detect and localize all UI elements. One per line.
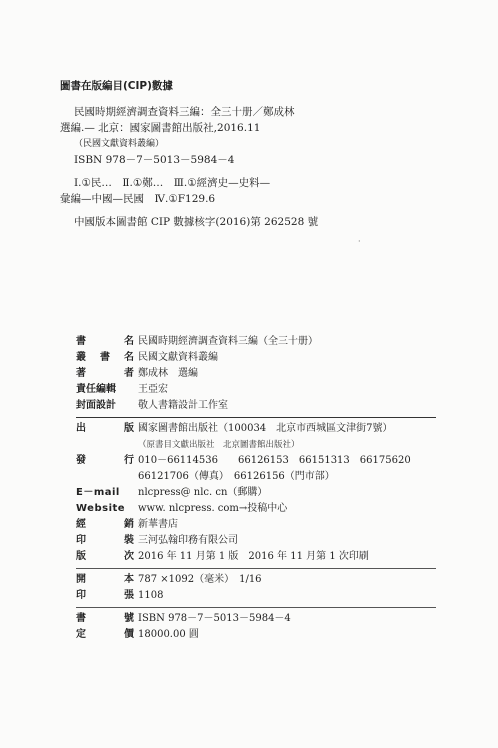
value-isbn: ISBN 978－7－5013－5984－4 (138, 613, 291, 624)
row-isbn (76, 611, 436, 627)
label-title-1: 書 (76, 336, 86, 347)
value-cover: 敬人書籍設計工作室 (138, 400, 228, 411)
label-dist-1: 經 (76, 519, 86, 530)
cip-heading: 圖書在版編目(CIP)數據 (60, 80, 173, 92)
speck-dot: · (358, 237, 361, 246)
label-issue-2: 行 (124, 455, 134, 466)
row-price (76, 627, 436, 643)
value-title: 民國時期經濟調查資料三編（全三十册） (138, 336, 318, 347)
label-print-2: 裝 (124, 535, 134, 546)
row-issue (76, 453, 436, 469)
value-sheets: 1108 (138, 590, 164, 601)
label-sheets-1: 印 (76, 590, 86, 601)
label-email: E－mail (76, 487, 120, 498)
cip-series-line: （民國文獻資料叢編） (74, 139, 165, 149)
row-printer (76, 533, 436, 549)
value-website: www. nlcpress. com→投稿中心 (138, 503, 288, 514)
label-sheets-2: 張 (124, 590, 134, 601)
label-publisher-2: 版 (124, 423, 134, 434)
value-publisher-former: （原書目文獻出版社 北京圖書館出版社） (138, 440, 300, 450)
label-series-3: 名 (124, 352, 134, 363)
label-edition-1: 版 (76, 551, 86, 562)
label-format-1: 開 (76, 574, 86, 585)
row-format (76, 572, 436, 588)
label-publisher-1: 出 (76, 423, 86, 434)
value-series: 民國文獻資料叢編 (138, 352, 218, 363)
row-editor (76, 382, 436, 398)
label-series-2: 書 (100, 352, 110, 363)
label-price-2: 價 (124, 629, 134, 640)
row-author (76, 366, 436, 382)
label-issue-1: 發 (76, 455, 86, 466)
label-isbn-1: 書 (76, 613, 86, 624)
label-series-1: 叢 (76, 352, 86, 363)
copyright-info-block (76, 334, 436, 643)
label-dist-2: 銷 (124, 519, 134, 530)
value-printer: 三河弘翰印務有限公司 (138, 535, 238, 546)
label-edition-2: 次 (124, 551, 134, 562)
label-website: Website (76, 503, 126, 514)
cip-record-number: 中國版本圖書館 CIP 數據核字(2016)第 262528 號 (74, 216, 319, 228)
cip-publication-line: 選編.— 北京：國家圖書館出版社,2016.11 (60, 122, 261, 134)
row-distributor (76, 517, 436, 533)
row-sheets (76, 588, 436, 604)
label-author-2: 者 (124, 368, 134, 379)
row-cover (76, 398, 436, 414)
value-email: nlcpress@ nlc. cn（郵購） (138, 487, 268, 498)
value-issue-phones: 010－66114536 66126153 66151313 66175620 (138, 455, 411, 466)
row-email (76, 485, 436, 501)
value-price: 18000.00 圓 (138, 629, 199, 640)
divider-thin-1 (76, 568, 436, 569)
label-isbn-2: 號 (124, 613, 134, 624)
value-edition: 2016 年 11 月第 1 版 2016 年 11 月第 1 次印刷 (138, 551, 369, 562)
cip-title-line: 民國時期經濟調查資料三編：全三十册／鄭成林 (74, 106, 295, 118)
row-issue-2 (76, 469, 436, 485)
value-publisher: 國家圖書館出版社（100034 北京市西城區文津街7號） (138, 423, 393, 434)
cip-block (60, 78, 470, 230)
label-format-2: 本 (124, 574, 134, 585)
value-issue-fax: 66121706（傳真） 66126156（門市部） (138, 471, 335, 482)
divider-thin-2 (76, 607, 436, 608)
value-format: 787 ×1092（毫米） 1/16 (138, 574, 262, 585)
row-publisher (76, 421, 436, 437)
value-author: 鄭成林 選編 (138, 368, 198, 379)
label-editor: 責任編輯 (76, 384, 116, 395)
row-edition (76, 549, 436, 565)
divider-thick-1 (76, 417, 436, 418)
label-price-1: 定 (76, 629, 86, 640)
row-website (76, 501, 436, 517)
row-publisher-sub (76, 437, 436, 453)
label-title-2: 名 (124, 336, 134, 347)
cip-subject-line-1: Ⅰ.①民… Ⅱ.①鄭… Ⅲ.①經濟史—史料— (74, 177, 271, 189)
row-title (76, 334, 436, 350)
label-cover: 封面設計 (76, 400, 116, 411)
value-distributor: 新華書店 (138, 519, 178, 530)
value-editor: 王亞宏 (138, 384, 168, 395)
cip-subject-line-2: 彙編—中國—民國 Ⅳ.①F129.6 (60, 193, 216, 205)
row-series (76, 350, 436, 366)
cip-isbn-line: ISBN 978－7－5013－5984－4 (74, 154, 235, 166)
label-author-1: 著 (76, 368, 86, 379)
label-print-1: 印 (76, 535, 86, 546)
